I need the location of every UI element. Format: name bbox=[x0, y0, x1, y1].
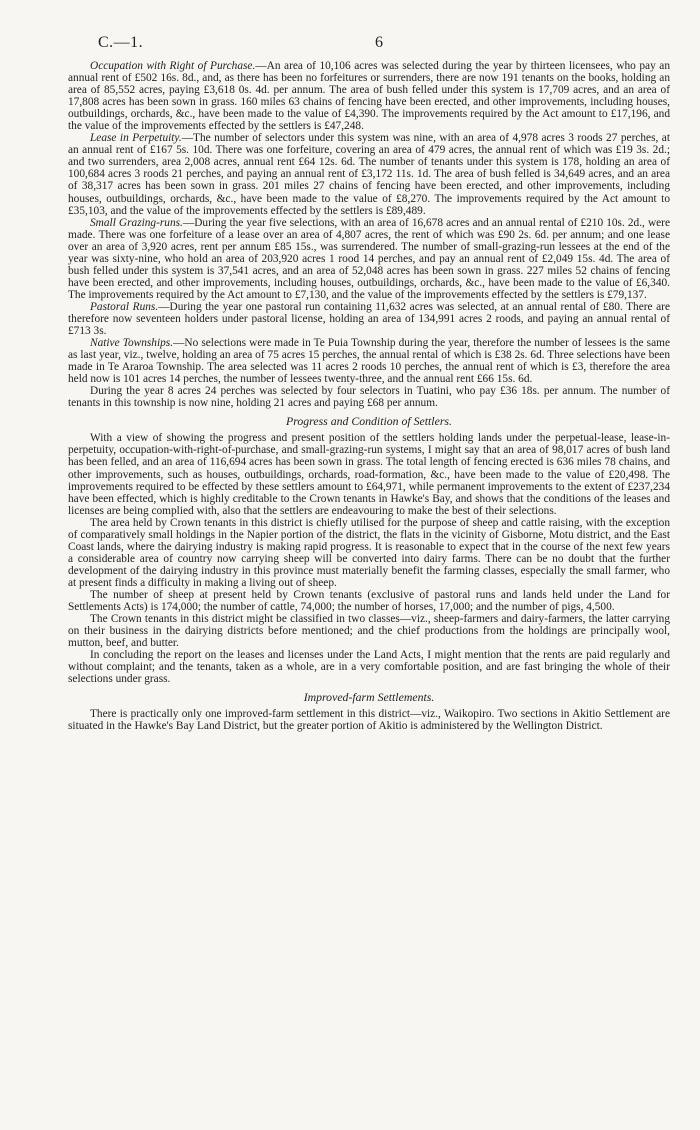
paragraph-text: —During the year five selections, with an area of 16,678 acres and an annual rental of £210 10s. 2d., were made. There was one forfeiture of a lease over an area of 4,807 acres, the rent of which was £90 2s. 6d. per annum; and one lease over an area of 3,920 acres, rent per annum £85 15s., was surrendered. The number of small-grazing-run lessees at the end of the year was sixty-nine, who hold an area of 203,920 acres 1 rood 14 perches, and pay an annual rent of £2,049 15s. 4d. The area of bush felled under this system is 37,541 acres, and an area of 52,048 acres has been sown in grass. 227 miles 52 chains of fencing have been erected, and other improvements, including houses, outbuildings, orchards, &c., have been made to the value of £6,340. The improvements required by the Act amount to £7,130, and the value of the improvements effected by the settlers is £79,137. bbox=[68, 216, 670, 301]
paragraph-text: —The number of selectors under this system was nine, with an area of 4,978 acres 3 roods 27 perches, at an annual rent of £167 5s. 10d. There was one forfeiture, covering an area of 479 acres, the annual rent of which was £19 3s. 2d.; and two surrenders, area 2,008 acres, annual rent £64 12s. 6d. The number of tenants under this system is 178, holding an area of 100,684 acres 3 roods 21 perches, and paying an annual rent of £3,172 11s. 1d. The area of bush felled is 34,649 acres, and an area of 38,317 acres has been sown in grass. 201 miles 27 chains of fencing have been erected, and other improvements, including houses, outbuildings, orchards, &c., have been made to the value of £8,270. The improvements required by the Act amount to £35,103, and the value of the improvements effected by the settlers is £89,489. bbox=[68, 132, 670, 217]
paragraph bbox=[68, 517, 670, 589]
paragraph-lead: Pastoral Runs. bbox=[90, 300, 159, 313]
paragraph bbox=[68, 132, 670, 216]
section-heading: Improved-farm Settlements. bbox=[303, 690, 435, 705]
paragraph bbox=[68, 217, 670, 301]
paragraph bbox=[68, 589, 670, 613]
paragraph-text: There is practically only one improved-farm settlement in this district—viz., Waikopiro. Two sections in Akitio Settlement are situated in the Hawke's Bay Land District, but the greater portion of Akitio is administered by the Wellington District. bbox=[68, 708, 670, 733]
paragraph-text: The number of sheep at present held by Crown tenants (exclusive of pastoral runs and lands held under the Land for Settlements Acts) is 174,000; the number of cattle, 74,000; the number of horses, 17,000; and the number of pigs, 4,500. bbox=[68, 588, 670, 614]
paragraph-text: The Crown tenants in this district might be classified in two classes—viz., sheep-farmers and dairy-farmers, the latter carrying on their business in the dairying districts before mentioned; and the chief productions from the holdings are principally wool, mutton, beef, and butter. bbox=[68, 613, 670, 650]
paragraph-lead: Lease in Perpetuity. bbox=[90, 132, 182, 145]
paragraph-lead: Occupation with Right of Purchase. bbox=[90, 60, 256, 72]
paragraph-text: —An area of 10,106 acres was selected during the year by thirteen licensees, who pay an annual rent of £502 16s. 8d., and, as there has been no forfeitures or surrenders, there are now 191 tenants on the books, holding an area of 85,552 acres, paying £3,618 0s. 4d. per annum. The area of bush felled under this system is 17,709 acres, and an area of 17,808 acres has been sown in grass. 160 miles 63 chains of fencing have been erected, and other improvements, including houses, outbuildings, orchards, &c., have been made to the value of £4,390. The improvements required by the Act amount to £17,196, and the value of the improvements effected by the settlers is £47,248. bbox=[68, 60, 670, 133]
paragraph bbox=[68, 649, 670, 685]
paragraph bbox=[68, 60, 670, 132]
paragraph-text: —During the year one pastoral run containing 11,632 acres was selected, at an annual rental of £80. There are therefore now seventeen holders under pastoral license, holding an area of 134,991 acres 2 roods, and paying an annual rental of £713 3s. bbox=[68, 300, 670, 338]
paragraph bbox=[68, 385, 670, 409]
paragraph bbox=[68, 613, 670, 649]
paragraph-text: With a view of showing the progress and present position of the settlers holding lands under the perpetual-lease, lease-in-perpetuity, occupation-with-right-of-purchase, and small-grazing-run systems, I might say that an area of 98,017 acres of bush land has been felled, and an area of 116,694 acres has been sown in grass. The total length of fencing erected is 636 miles 78 chains, and other improvements, such as houses, outbuildings, orchards, road-formation, &c., have been made to the value of £20,498. The improvements required to be effected by these settlers amount to £64,971, while permanent improvements to the extent of £237,234 have been effected, which is highly creditable to the Crown tenants in Hawke's Bay, and shows that the conditions of the leases and licenses are being complied with, also that the settlers are endeavouring to make the best of their selections. bbox=[68, 432, 670, 517]
paragraph-text: —No selections were made in Te Puia Township during the year, therefore the number of lessees is the same as last year, viz., twelve, holding an area of 75 acres 15 perches, the annual rental of which is £38 2s. 6d. Three selections have been made in Te Araroa Township. The area selected was 11 acres 2 roods 10 perches, the annual rent of which is £3, therefore the area held now is 101 acres 14 perches, the number of lessees twenty-three, and the annual rent £66 15s. 6d. bbox=[68, 337, 670, 386]
section-heading: Progress and Condition of Settlers. bbox=[286, 414, 452, 429]
page-header bbox=[32, 0, 670, 60]
report-body bbox=[68, 60, 670, 732]
paragraph-lead: Small Grazing-runs. bbox=[90, 216, 183, 229]
paragraph bbox=[68, 432, 670, 516]
paragraph-lead: Native Townships. bbox=[90, 337, 174, 350]
paragraph-text: The area held by Crown tenants in this district is chiefly utilised for the purpose of sheep and cattle raising, with the exception of comparatively small holdings in the Napier portion of the district, the flats in the vicinity of Gisborne, Motu district, and the East Coast lands, where the dairying industry is making rapid progress. It is reasonable to expect that in the course of the next few years a considerable area of country now carrying sheep will be converted into dairy farms. There can be no doubt that the further development of the dairying industry in this province must materially benefit the farming classes, especially the small farmer, who at present finds a difficulty in making a living out of sheep. bbox=[68, 516, 670, 589]
paragraph bbox=[68, 337, 670, 385]
parliamentary-paper-ref: C.—1. bbox=[98, 34, 144, 51]
paragraph-text: During the year 8 acres 24 perches was selected by four selectors in Tuatini, who pay £36 18s. per annum. The number of tenants in this township is now nine, holding 21 acres and paying £68 per annum. bbox=[68, 385, 670, 410]
page-number: 6 bbox=[375, 34, 383, 51]
paragraph bbox=[68, 708, 670, 732]
paragraph-text: In concluding the report on the leases and licenses under the Land Acts, I might mention that the rents are paid regularly and without complaint; and the tenants, taken as a whole, are in a very comfortable position, and are fast bringing the whole of their selections under grass. bbox=[68, 649, 670, 686]
paragraph bbox=[68, 301, 670, 337]
